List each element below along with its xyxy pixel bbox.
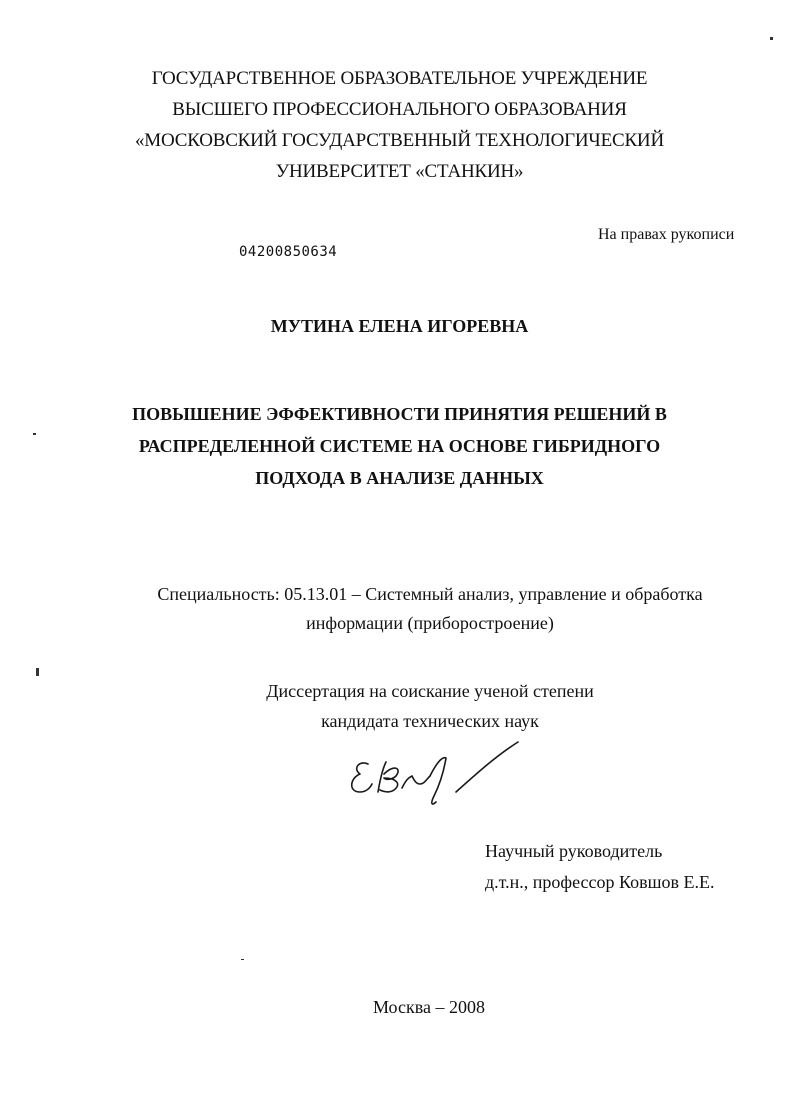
institution-line-3: «МОСКОВСКИЙ ГОСУДАРСТВЕННЫЙ ТЕХНОЛОГИЧЕСКИЙ [135, 130, 664, 151]
degree-line-1: Диссертация на соискание ученой степени [266, 681, 594, 701]
scan-speck [36, 668, 39, 676]
signature-stroke-r [402, 776, 430, 788]
specialty-line-1: Специальность: 05.13.01 – Системный анализ, управление и обработка [157, 584, 703, 604]
signature-stroke-e [352, 763, 372, 792]
institution-header [0, 63, 799, 187]
institution-line-1: ГОСУДАРСТВЕННОЕ ОБРАЗОВАТЕЛЬНОЕ УЧРЕЖДЕНИЕ [151, 68, 648, 89]
scan-speck [33, 433, 36, 435]
rights-note: На правах рукописи [598, 226, 735, 243]
supervisor-block [485, 836, 714, 898]
signature-stroke-tail [430, 758, 446, 804]
institution-line-4: УНИВЕРСИТЕТ «СТАНКИН» [275, 161, 524, 182]
thesis-title-line-2: РАСПРЕДЕЛЕННОЙ СИСТЕМЕ НА ОСНОВЕ ГИБРИДНОГО [138, 436, 661, 456]
author-name: МУТИНА ЕЛЕНА ИГОРЕВНА [270, 316, 529, 336]
specialty-line-2: информации (приборостроение) [306, 613, 554, 633]
city-year: Москва – 2008 [373, 997, 485, 1017]
thesis-title [0, 398, 799, 494]
catalog-number: 04200850634 [239, 244, 338, 260]
supervisor-name: д.т.н., профессор Ковшов Е.Е. [485, 872, 715, 892]
signature-stroke-b [378, 762, 398, 792]
thesis-title-line-1: ПОВЫШЕНИЕ ЭФФЕКТИВНОСТИ ПРИНЯТИЯ РЕШЕНИЙ В [132, 404, 667, 424]
institution-line-2: ВЫСШЕГО ПРОФЕССИОНАЛЬНОГО ОБРАЗОВАНИЯ [172, 99, 627, 120]
degree-line-2: кандидата технических наук [321, 711, 539, 731]
thesis-title-line-3: ПОДХОДА В АНАЛИЗЕ ДАННЫХ [255, 468, 544, 488]
scan-speck [770, 37, 773, 40]
specialty [0, 580, 799, 638]
scan-speck [241, 959, 244, 960]
handwritten-signature [346, 734, 526, 819]
supervisor-role: Научный руководитель [485, 841, 663, 861]
degree-statement [0, 676, 799, 736]
signature-stroke-line [456, 742, 518, 792]
